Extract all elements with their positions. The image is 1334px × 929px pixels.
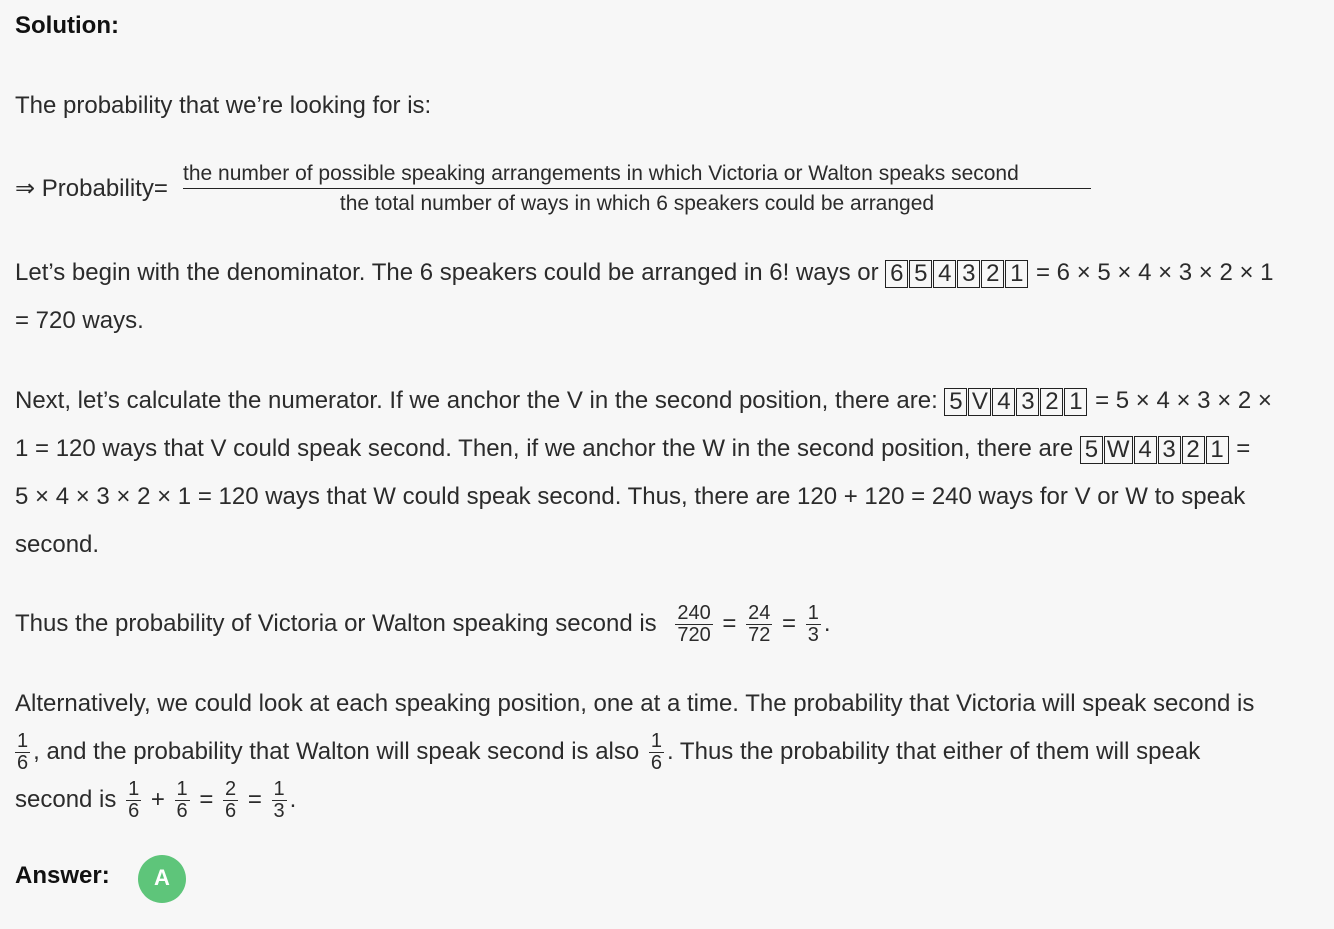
slot-box: 4: [992, 388, 1015, 416]
frac-num: 1: [176, 778, 188, 801]
frac-num: 1: [807, 602, 819, 625]
equals: =: [722, 610, 737, 637]
alt-line-3: [15, 776, 296, 824]
fraction-1-6: [649, 731, 664, 774]
slot-box: 5: [1080, 436, 1103, 464]
frac-num: 24: [748, 602, 771, 625]
frac-den: 3: [273, 800, 285, 823]
intro-text: The probability that we’re looking for is:: [15, 92, 432, 119]
frac-num: 240: [677, 602, 711, 625]
frac-den: 3: [807, 624, 819, 647]
fraction-1-3: [806, 603, 821, 646]
probability-numerator: the number of possible speaking arrangements in which Victoria or Walton speaks second: [183, 160, 1091, 189]
numerator-text-b: = 5 × 4 × 3 × 2 ×: [1095, 387, 1272, 414]
fraction-1-6: [15, 731, 30, 774]
fraction-2-6: [223, 779, 238, 822]
slot-box: 3: [1158, 436, 1181, 464]
numerator-line-2: [15, 425, 1250, 473]
denominator-text-a: Let’s begin with the denominator. The 6 speakers could be arranged in 6! ways or: [15, 259, 879, 286]
probability-denominator: the total number of ways in which 6 speakers could be arranged: [339, 192, 935, 215]
frac-den: 6: [17, 752, 29, 775]
slot-boxes-w: [1080, 435, 1236, 462]
equals: =: [199, 786, 214, 813]
frac-den: 720: [677, 624, 711, 647]
numerator-text-d: =: [1236, 435, 1251, 462]
numerator-line-4: second.: [15, 531, 100, 558]
slot-box: 4: [1134, 436, 1157, 464]
slot-box: 5: [909, 260, 932, 288]
alt-text-mid: , and the probability that Walton will speak second is also: [33, 738, 640, 765]
slot-box: 3: [957, 260, 980, 288]
alt-text-start: second is: [15, 786, 117, 813]
period: .: [823, 610, 831, 637]
probability-prefix: ⇒ Probability=: [15, 175, 168, 202]
numerator-text-a: Next, let’s calculate the numerator. If we anchor the V in the second position, there are:: [15, 387, 938, 414]
fraction-1-3: [272, 779, 287, 822]
slot-box: W: [1104, 436, 1133, 464]
slot-box: 6: [885, 260, 908, 288]
equals: =: [247, 786, 262, 813]
frac-den: 6: [225, 800, 237, 823]
period: .: [289, 786, 297, 813]
probability-fraction: [183, 160, 1091, 219]
solution-heading: Solution:: [15, 12, 119, 39]
alt-text-end: . Thus the probability that either of them will speak: [667, 738, 1201, 765]
answer-badge: A: [138, 855, 186, 903]
slot-boxes-all: [885, 259, 1036, 286]
frac-num: 1: [17, 730, 29, 753]
slot-box: 3: [1016, 388, 1039, 416]
slot-boxes-v: [944, 387, 1095, 414]
frac-den: 72: [748, 624, 771, 647]
numerator-line-1: [15, 377, 1272, 425]
equals: =: [782, 610, 797, 637]
slot-box: 2: [981, 260, 1004, 288]
slot-box: 2: [1040, 388, 1063, 416]
thus-line: [15, 600, 830, 648]
slot-box: V: [968, 388, 991, 416]
fraction-240-720: [675, 603, 712, 646]
alt-line-2: [15, 728, 1200, 776]
fraction-1-6: [175, 779, 190, 822]
frac-num: 1: [128, 778, 140, 801]
numerator-line-3: 5 × 4 × 3 × 2 × 1 = 120 ways that W could speak second. Thus, there are 120 + 120 = 240 ways for V or W to speak: [15, 483, 1246, 510]
thus-text: Thus the probability of Victoria or Walton speaking second is: [15, 610, 657, 637]
denominator-line-2: = 720 ways.: [15, 307, 144, 334]
plus: +: [150, 786, 165, 813]
fraction-1-6: [126, 779, 141, 822]
answer-label: Answer:: [15, 862, 110, 889]
slot-box: 1: [1206, 436, 1229, 464]
frac-den: 6: [650, 752, 663, 775]
numerator-text-c: 1 = 120 ways that V could speak second. Then, if we anchor the W in the second position, there are: [15, 435, 1074, 462]
slot-box: 1: [1064, 388, 1087, 416]
slot-box: 5: [944, 388, 967, 416]
frac-num: 1: [273, 778, 285, 801]
frac-num: 2: [225, 778, 237, 801]
frac-den: 6: [128, 800, 140, 823]
slot-box: 2: [1182, 436, 1205, 464]
slot-box: 1: [1005, 260, 1028, 288]
alt-line-1: Alternatively, we could look at each speaking position, one at a time. The probability that Victoria will speak second is: [15, 690, 1255, 717]
denominator-text-b: = 6 × 5 × 4 × 3 × 2 × 1: [1036, 259, 1274, 286]
fraction-24-72: [746, 603, 772, 646]
slot-box: 4: [933, 260, 956, 288]
denominator-line-1: [15, 249, 1274, 297]
frac-den: 6: [176, 800, 188, 823]
frac-num: 1: [650, 730, 663, 753]
